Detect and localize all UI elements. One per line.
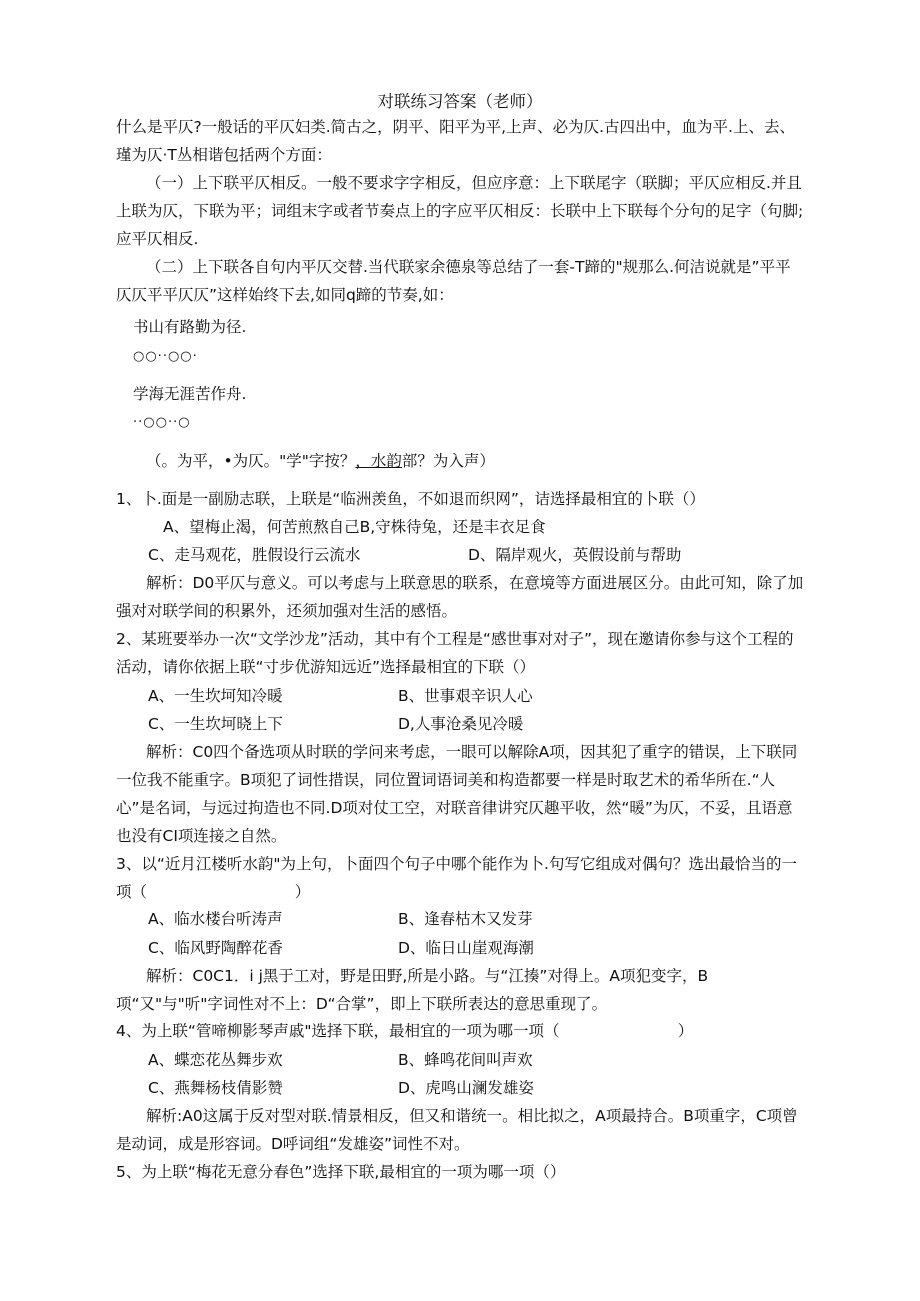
- question-2-option-a: A、一生坎坷知冷暖: [148, 687, 283, 705]
- question-4: 4、为上联“管啼柳影琴声戚"选择下联，最相宜的一项为哪一项（ ）: [116, 1022, 694, 1040]
- example-line-two: 学海无涯苦作舟.: [133, 385, 247, 403]
- question-1-options-ab: A、望梅止渴，何苦煎熬自己B,守株待兔，还是丰衣足食: [163, 518, 546, 536]
- question-3: 3、以“近月江楼听水韵"为上句，卜面四个句子中哪个能作为卜.句写它组成对偶句？选出最恰当的一项（ ）: [116, 855, 797, 901]
- question-3-explanation: 解析：C0C1．i j黑于工对，野是田野,所是小路。与“江揍”对得上。A项犯变字，B项“又"与"听"字词性对不上：D“合掌”，即上下联所表达的意思重现了。: [116, 967, 709, 1013]
- tone-note-end: 部？为入声）: [401, 452, 495, 470]
- question-4-option-d: D、虎鸣山澜发雄姿: [398, 1079, 534, 1097]
- example-line-one-marks: ○○··○○·: [133, 349, 198, 364]
- question-4-option-a: A、蝶恋花丛舞步欢: [148, 1051, 283, 1069]
- question-3-option-b: B、逢春枯木又发芽: [398, 910, 533, 928]
- page-title: 对联练习答案（老师）: [377, 92, 543, 111]
- rule-one-paragraph: （一）上下联平仄相反。一般不要求字字相反，但应序意：上下联尾字（联脚；平仄应相反.并且上联为仄，下联为平；词组末字或者节奏点上的字应平仄相反：长联中上下联每个分句的足字（句脚;应平仄相反.: [116, 174, 804, 248]
- question-5: 5、为上联“梅花无意分春色”选择下联,最相宜的一项为哪一项（）: [116, 1163, 566, 1181]
- question-2-explanation: 解析：C0四个备选项从时联的学问来考虑，一眼可以解除A项，因其犯了重字的错误，上下联同一位我不能重字。B项犯了词性措误，同位置词语词美和构造都要一样是时取艺术的希华所在.“人心”是名词，与远过拘造也不同.D项对仗工空，对联音律讲究仄趣平收，然“暖”为仄，不妥，且语意也没有CI项连接之自然。: [116, 743, 798, 845]
- question-4-option-c: C、燕舞杨枝倩影赞: [148, 1079, 283, 1097]
- question-3-option-d: D、临日山崖观海潮: [398, 939, 534, 957]
- question-3-option-c: C、临风野陶醉花香: [148, 939, 283, 957]
- question-1-option-c: C、走马观花，胜假设行云流水: [148, 546, 361, 564]
- question-2: 2、某班要举办一次“文学沙龙”活动，其中有个工程是“感世事对对子”，现在邀请你参与这个工程的活动，请你依据上联“寸步优游知远近”选择最相宜的下联（）: [116, 630, 794, 676]
- question-2-option-d: D,人事沧桑见冷暖: [398, 715, 524, 733]
- question-4-option-b: B、蜂鸣花间叫声欢: [398, 1051, 533, 1069]
- question-1-explanation: 解析：D0平仄与意义。可以考虑与上联意思的联系，在意境等方面进展区分。由此可知，除了加强对对联学间的积累外，还须加强对生活的感悟。: [116, 574, 804, 620]
- question-4-explanation: 解析:A0这属于反对型对联.情景相反，但又和谐统一。相比拟之，A项最持合。B项重字，C项曾是动词，成是形容词。D呼词组“发雄姿”词性不对。: [116, 1107, 798, 1153]
- question-1: 1、卜.面是一副励志联，上联是“临洲羡鱼，不如退而织网”，诘选择最相宜的卜联（）: [116, 490, 705, 508]
- question-2-option-c: C、一生坎坷晓上下: [148, 715, 283, 733]
- question-1-option-d: D、隔岸观火，英假设前与帮助: [468, 546, 682, 564]
- example-line-two-marks: ··○○··○: [133, 415, 191, 430]
- question-2-option-b: B、世事艰辛识人心: [398, 687, 533, 705]
- rule-two-paragraph: （二）上下联各自句内平仄交替.当代联家余德泉等总结了一套-T蹄的"规那么.何洁说就是”平平仄仄平平仄仄”这样始终下去,如同q蹄的节奏,如：: [116, 258, 791, 304]
- question-3-option-a: A、临水楼台听涛声: [148, 910, 283, 928]
- tone-note: [146, 450, 495, 472]
- example-line-one: 书山有路勤为径.: [133, 318, 247, 336]
- intro-paragraph: 什么是平仄?一般话的平仄妇类.简古之，阴平、阳平为平,上声、必为仄.古四出中，血为平.上、去、瑾为仄·T丛相谐包括两个方面：: [116, 118, 795, 164]
- tone-note-underlined: ，水韵: [355, 452, 402, 470]
- tone-note-start: （。为平，•为仄。"学"字按？: [146, 452, 356, 470]
